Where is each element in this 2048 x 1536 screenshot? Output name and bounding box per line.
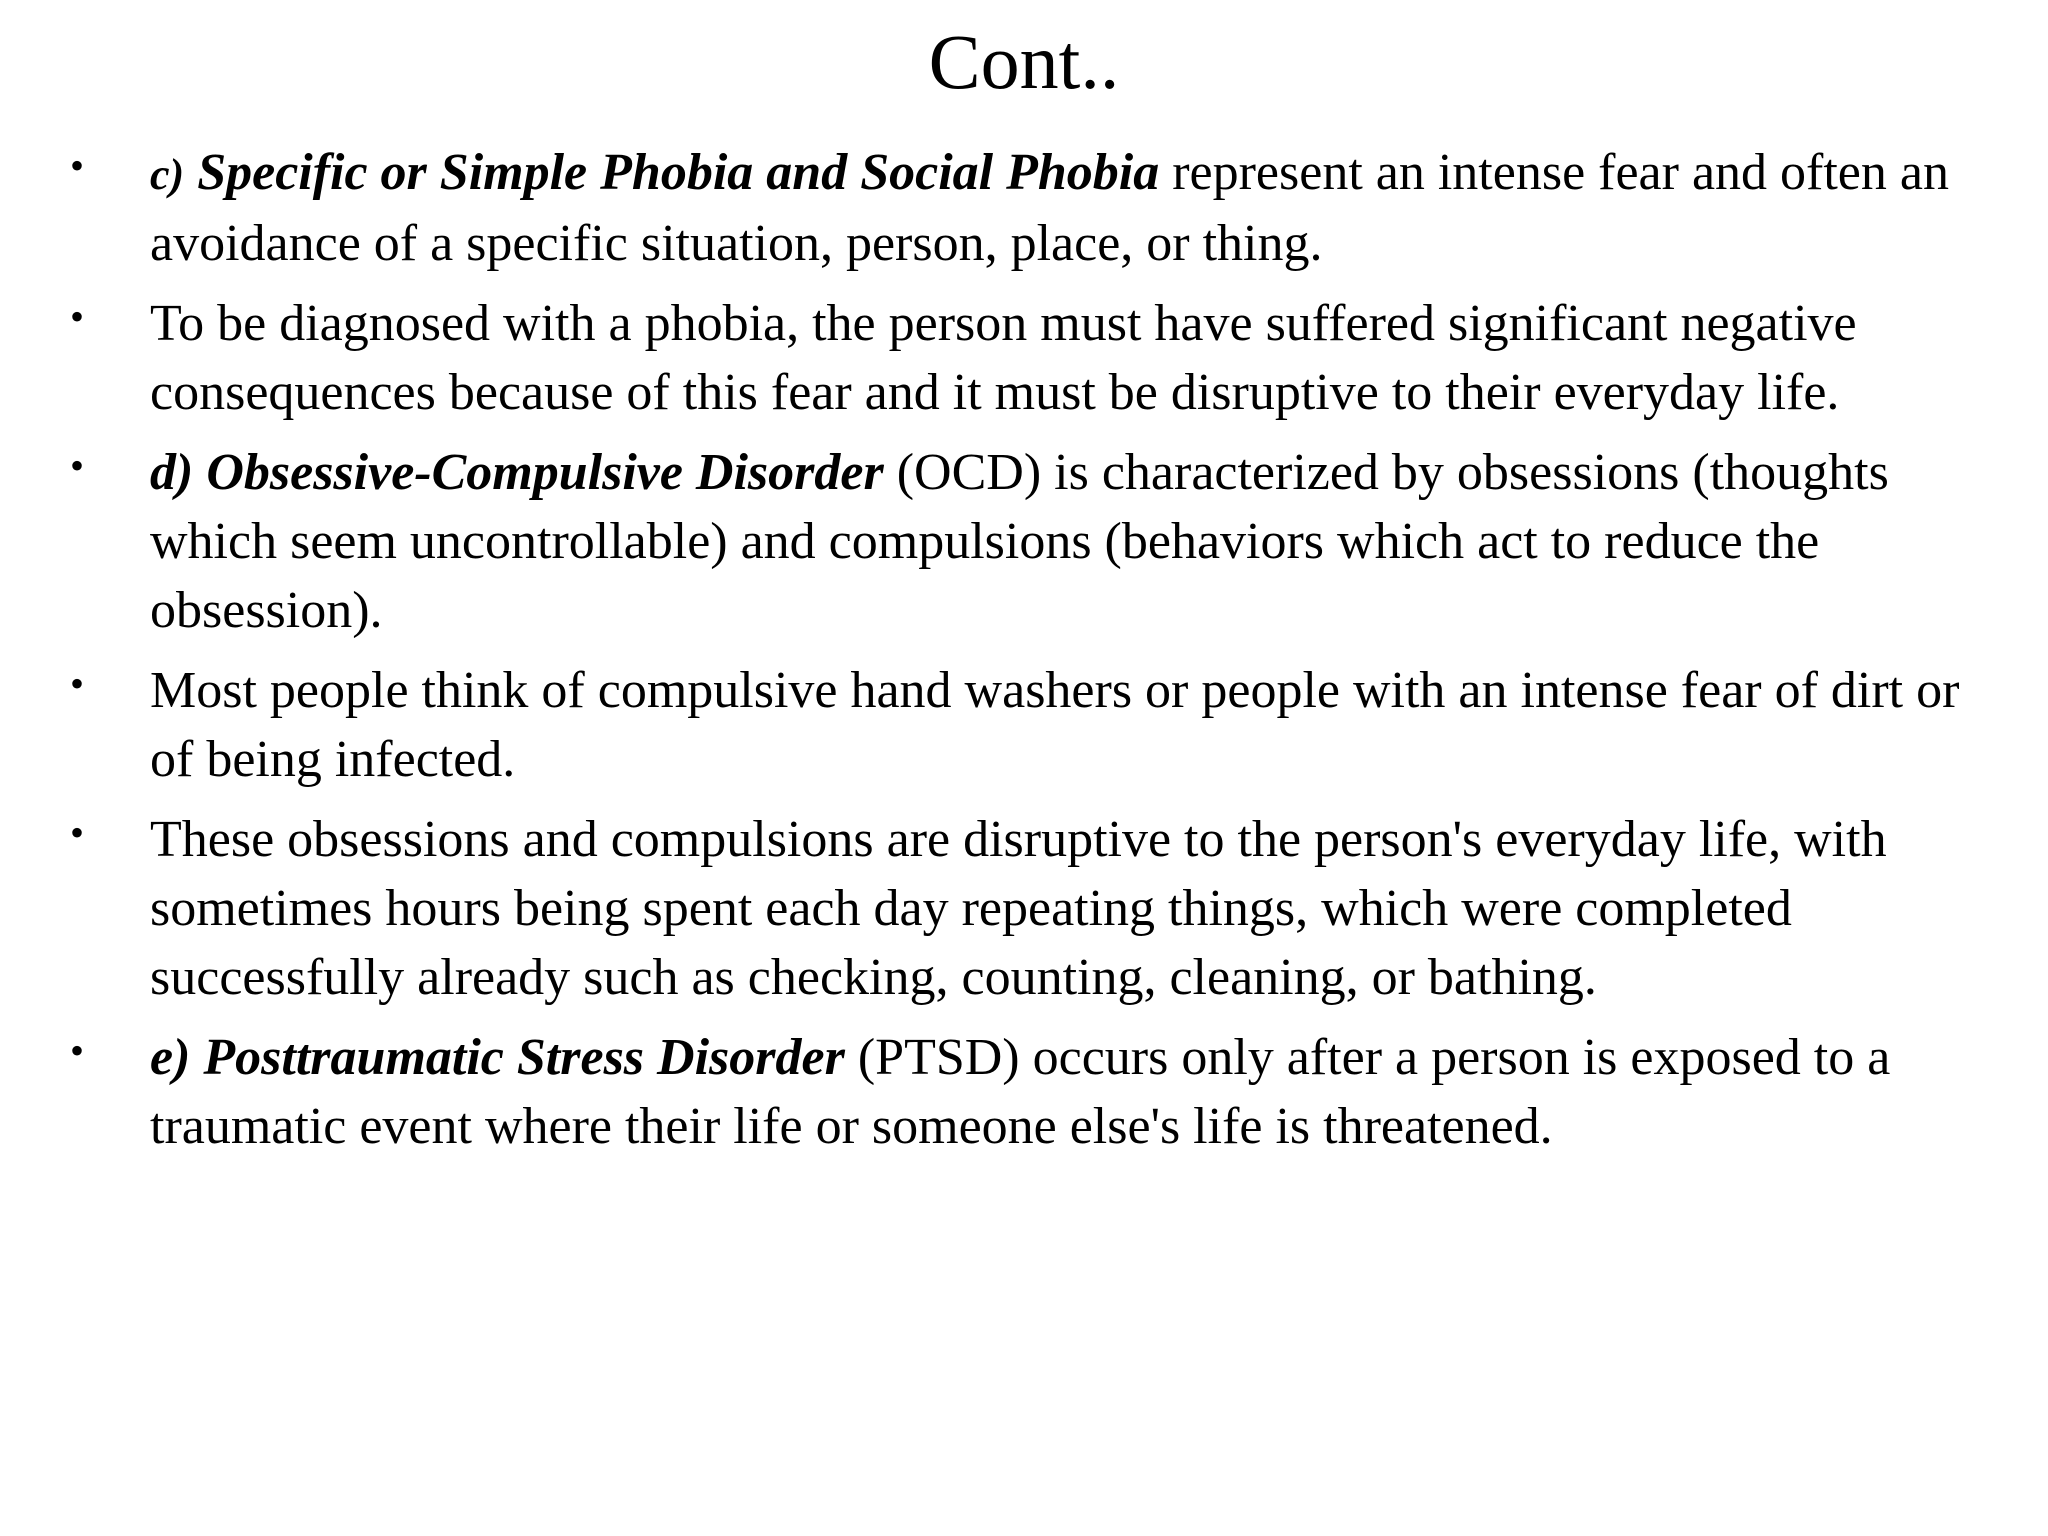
bullet-prefix: c) (150, 150, 185, 199)
list-item (70, 805, 1990, 1012)
bullet-icon: • (70, 1028, 85, 1073)
bullet-lead: Obsessive-Compulsive Disorder (206, 444, 884, 501)
bullet-text: represent an intense fear and often an avoidance of a specific situation, person, place, or thing. (150, 144, 1949, 272)
bullet-prefix: d) (150, 444, 194, 501)
bullet-prefix: e) (150, 1029, 191, 1086)
list-item (70, 1023, 1990, 1161)
list-item (70, 656, 1990, 794)
list-item (70, 438, 1990, 645)
bullet-text: These obsessions and compulsions are disruptive to the person's everyday life, with sometimes hours being spent each day repeating things, which were completed successfully already such as checking, counting, cleaning, or bathing. (150, 811, 1887, 1006)
bullet-lead: Specific or Simple Phobia and Social Phobia (197, 144, 1160, 201)
bullet-icon: • (70, 810, 85, 855)
bullet-icon: • (70, 143, 85, 188)
bullet-icon: • (70, 294, 85, 339)
bullet-icon: • (70, 443, 85, 488)
bullet-text: Most people think of compulsive hand washers or people with an intense fear of dirt or of being infected. (150, 662, 1960, 788)
list-item (70, 138, 1990, 278)
bullet-list (70, 138, 1990, 1172)
bullet-lead: Posttraumatic Stress Disorder (203, 1029, 845, 1086)
bullet-icon: • (70, 661, 85, 706)
slide-title: Cont.. (928, 18, 1120, 105)
bullet-text: (PTSD) occurs only after a person is exposed to a traumatic event where their life or someone else's life is threatened. (150, 1029, 1891, 1155)
list-item (70, 289, 1990, 427)
bullet-text: To be diagnosed with a phobia, the person must have suffered significant negative consequences because of this fear and it must be disruptive to their everyday life. (150, 295, 1857, 421)
bullet-text: (OCD) is characterized by obsessions (thoughts which seem uncontrollable) and compulsions (behaviors which act to reduce the obsession). (150, 444, 1889, 639)
